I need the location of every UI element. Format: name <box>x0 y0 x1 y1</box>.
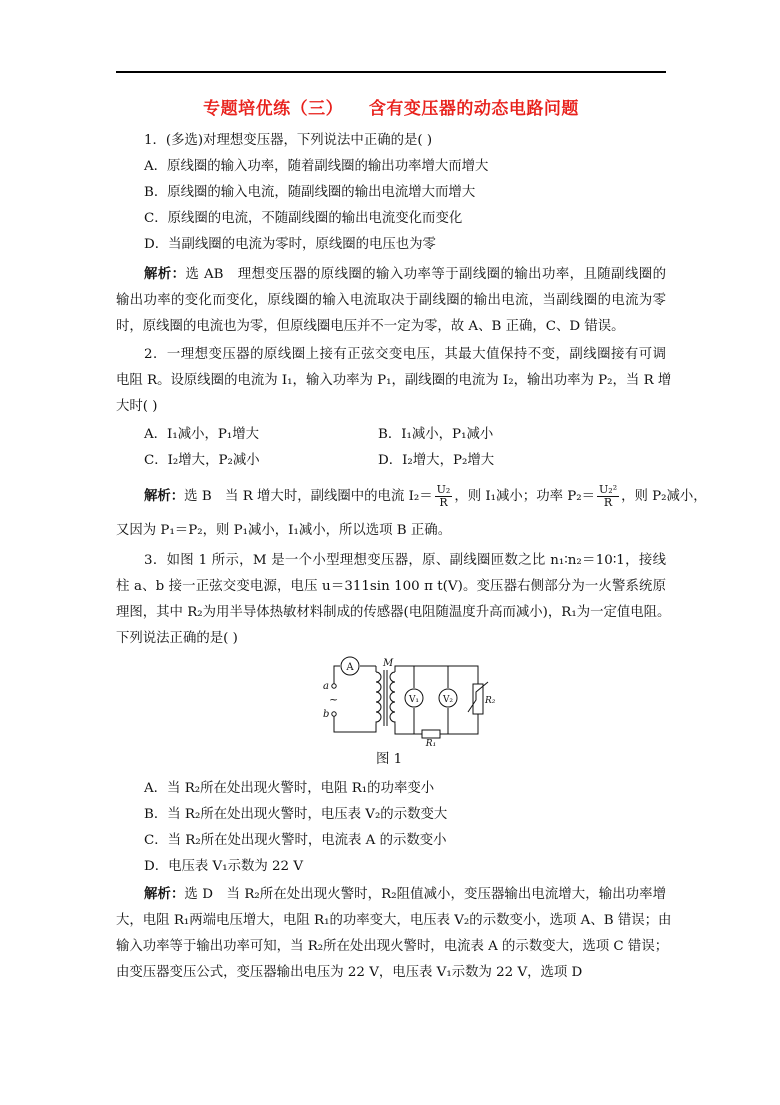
voltmeter-v1-label: V₁ <box>408 695 420 705</box>
q3-option-a: A．当 R₂所在处出现火警时，电阻 R₁的功率变小 <box>144 781 435 796</box>
secondary-bottom-wire-right <box>440 714 478 734</box>
q2-option-d: D．I₂增大，P₂增大 <box>378 453 495 468</box>
terminal-b-dot <box>332 712 336 716</box>
secondary-coil <box>390 672 395 724</box>
q2-option-b: B．I₁减小，P₁减小 <box>378 427 494 442</box>
q1-option-c: C．原线圈的电流，不随副线圈的输出电流变化而变化 <box>144 211 463 226</box>
primary-coil <box>376 672 381 724</box>
q2-option-c: C．I₂增大，P₂减小 <box>144 453 260 468</box>
q3-analysis-line-1: 解析：选 D 当 R₂所在处出现火警时，R₂阻值减小，变压器输出电流增大，输出功率增 <box>144 887 666 902</box>
q3-stem-line-1: 3．如图 1 所示，M 是一个小型理想变压器，原、副线圈匝数之比 n₁∶n₂＝10∶1，接线 <box>144 553 666 568</box>
transformer-label: M <box>383 658 394 669</box>
primary-bottom-wire <box>334 716 376 732</box>
q1-stem: 1．(多选)对理想变压器，下列说法中正确的是( ) <box>144 133 433 148</box>
ac-source-symbol: ~ <box>329 693 339 706</box>
q3-stem-line-3: 理图，其中 R₂为用半导体热敏材料制成的传感器(电阻随温度升高而减小)，R₁为一定值电阻。 <box>116 605 671 620</box>
q3-analysis-line-4: 由变压器变压公式，变压器输出电压为 22 V，电压表 V₁示数为 22 V，选项 D <box>116 965 583 980</box>
analysis-label: 解析： <box>144 887 185 902</box>
q2-analysis-line-1: 解析：选 B 当 R 增大时，副线圈中的电流 I₂＝ $\frac{\text{U₂}}{R}$ ，则 I₁减小；功率 P₂＝ $\frac{\text{U₂²}}{R}$ ，则 P₂减小， <box>144 483 707 509</box>
q2-stem-line-1: 2．一理想变压器的原线圈上接有正弦交变电压，其最大值保持不变，副线圈接有可调 <box>144 347 666 362</box>
circuit-diagram <box>318 658 502 749</box>
ammeter-label: A <box>346 662 354 673</box>
q2-analysis-line-2: 又因为 P₁＝P₂，则 P₁减小，I₁减小，所以选项 B 正确。 <box>116 523 452 538</box>
q1-option-a: A．原线圈的输入功率，随着副线圈的输出功率增大而增大 <box>144 159 489 174</box>
terminal-b-label: b <box>323 709 330 720</box>
q2-stem-line-3: 大时( ) <box>116 399 158 414</box>
terminal-a-label: a <box>323 681 329 692</box>
q3-option-b: B．当 R₂所在处出现火警时，电压表 V₂的示数变大 <box>144 807 448 822</box>
r2-label: R₂ <box>485 696 496 706</box>
top-rule <box>116 71 666 73</box>
page-title: 专题培优练（三） 含有变压器的动态电路问题 <box>203 99 579 119</box>
q3-stem-line-2: 柱 a、b 接一正弦交变电源，电压 u＝311sin 100 π t(V)。变压器右侧部分为一火警系统原 <box>116 579 666 594</box>
primary-top-wire-left <box>334 666 340 684</box>
secondary-bottom-wire-left <box>395 724 422 734</box>
q3-stem-line-4: 下列说法正确的是( ) <box>116 631 238 646</box>
fraction-u2-squared-over-r: $\frac{\text{U₂²}}{R}$ <box>599 483 618 509</box>
q1-option-b: B．原线圈的输入电流，随副线圈的输出电流增大而增大 <box>144 185 476 200</box>
q3-analysis-line-2: 大，电阻 R₁两端电压增大，电阻 R₁的功率变大，电压表 V₂的示数变小，选项 A、B 错误；由 <box>116 913 672 928</box>
q2-stem-line-2: 电阻 R。设原线圈的电流为 I₁，输入功率为 P₁，副线圈的电流为 I₂，输出功率为 P₂，当 R 增 <box>116 373 672 388</box>
analysis-label: 解析： <box>144 267 186 282</box>
voltmeter-v2-label: V₂ <box>442 695 454 705</box>
r1-label: R₁ <box>425 739 437 749</box>
analysis-label: 解析： <box>144 489 185 504</box>
q3-analysis-line-3: 输入功率等于输出功率可知，当 R₂所在处出现火警时，电流表 A 的示数变大，选项 C 错误； <box>116 939 669 954</box>
q3-option-c: C．当 R₂所在处出现火警时，电流表 A 的示数变小 <box>144 833 447 848</box>
thermistor-r2-body <box>473 684 483 714</box>
secondary-top-wire <box>395 666 478 684</box>
q3-option-d: D．电压表 V₁示数为 22 V <box>144 859 303 874</box>
q1-analysis-line-3: 时，原线圈的电流也为零，但原线圈电压并不一定为零，故 A、B 正确，C、D 错误。 <box>116 319 625 334</box>
q1-analysis-line-1: 解析：选 AB 理想变压器的原线圈的输入功率等于副线圈的输出功率，且随副线圈的 <box>144 267 667 282</box>
fraction-u2-over-r: $\frac{\text{U₂}}{R}$ <box>436 483 451 509</box>
terminal-a-dot <box>332 684 336 688</box>
q2-option-a: A．I₁减小，P₁增大 <box>144 427 260 442</box>
figure-caption: 图 1 <box>376 752 403 767</box>
resistor-r1-body <box>422 730 440 738</box>
q1-option-d: D．当副线圈的电流为零时，原线圈的电压也为零 <box>144 237 436 252</box>
q1-analysis-line-2: 输出功率的变化而变化，原线圈的输入电流取决于副线圈的输出电流，当副线圈的电流为零 <box>116 293 666 308</box>
